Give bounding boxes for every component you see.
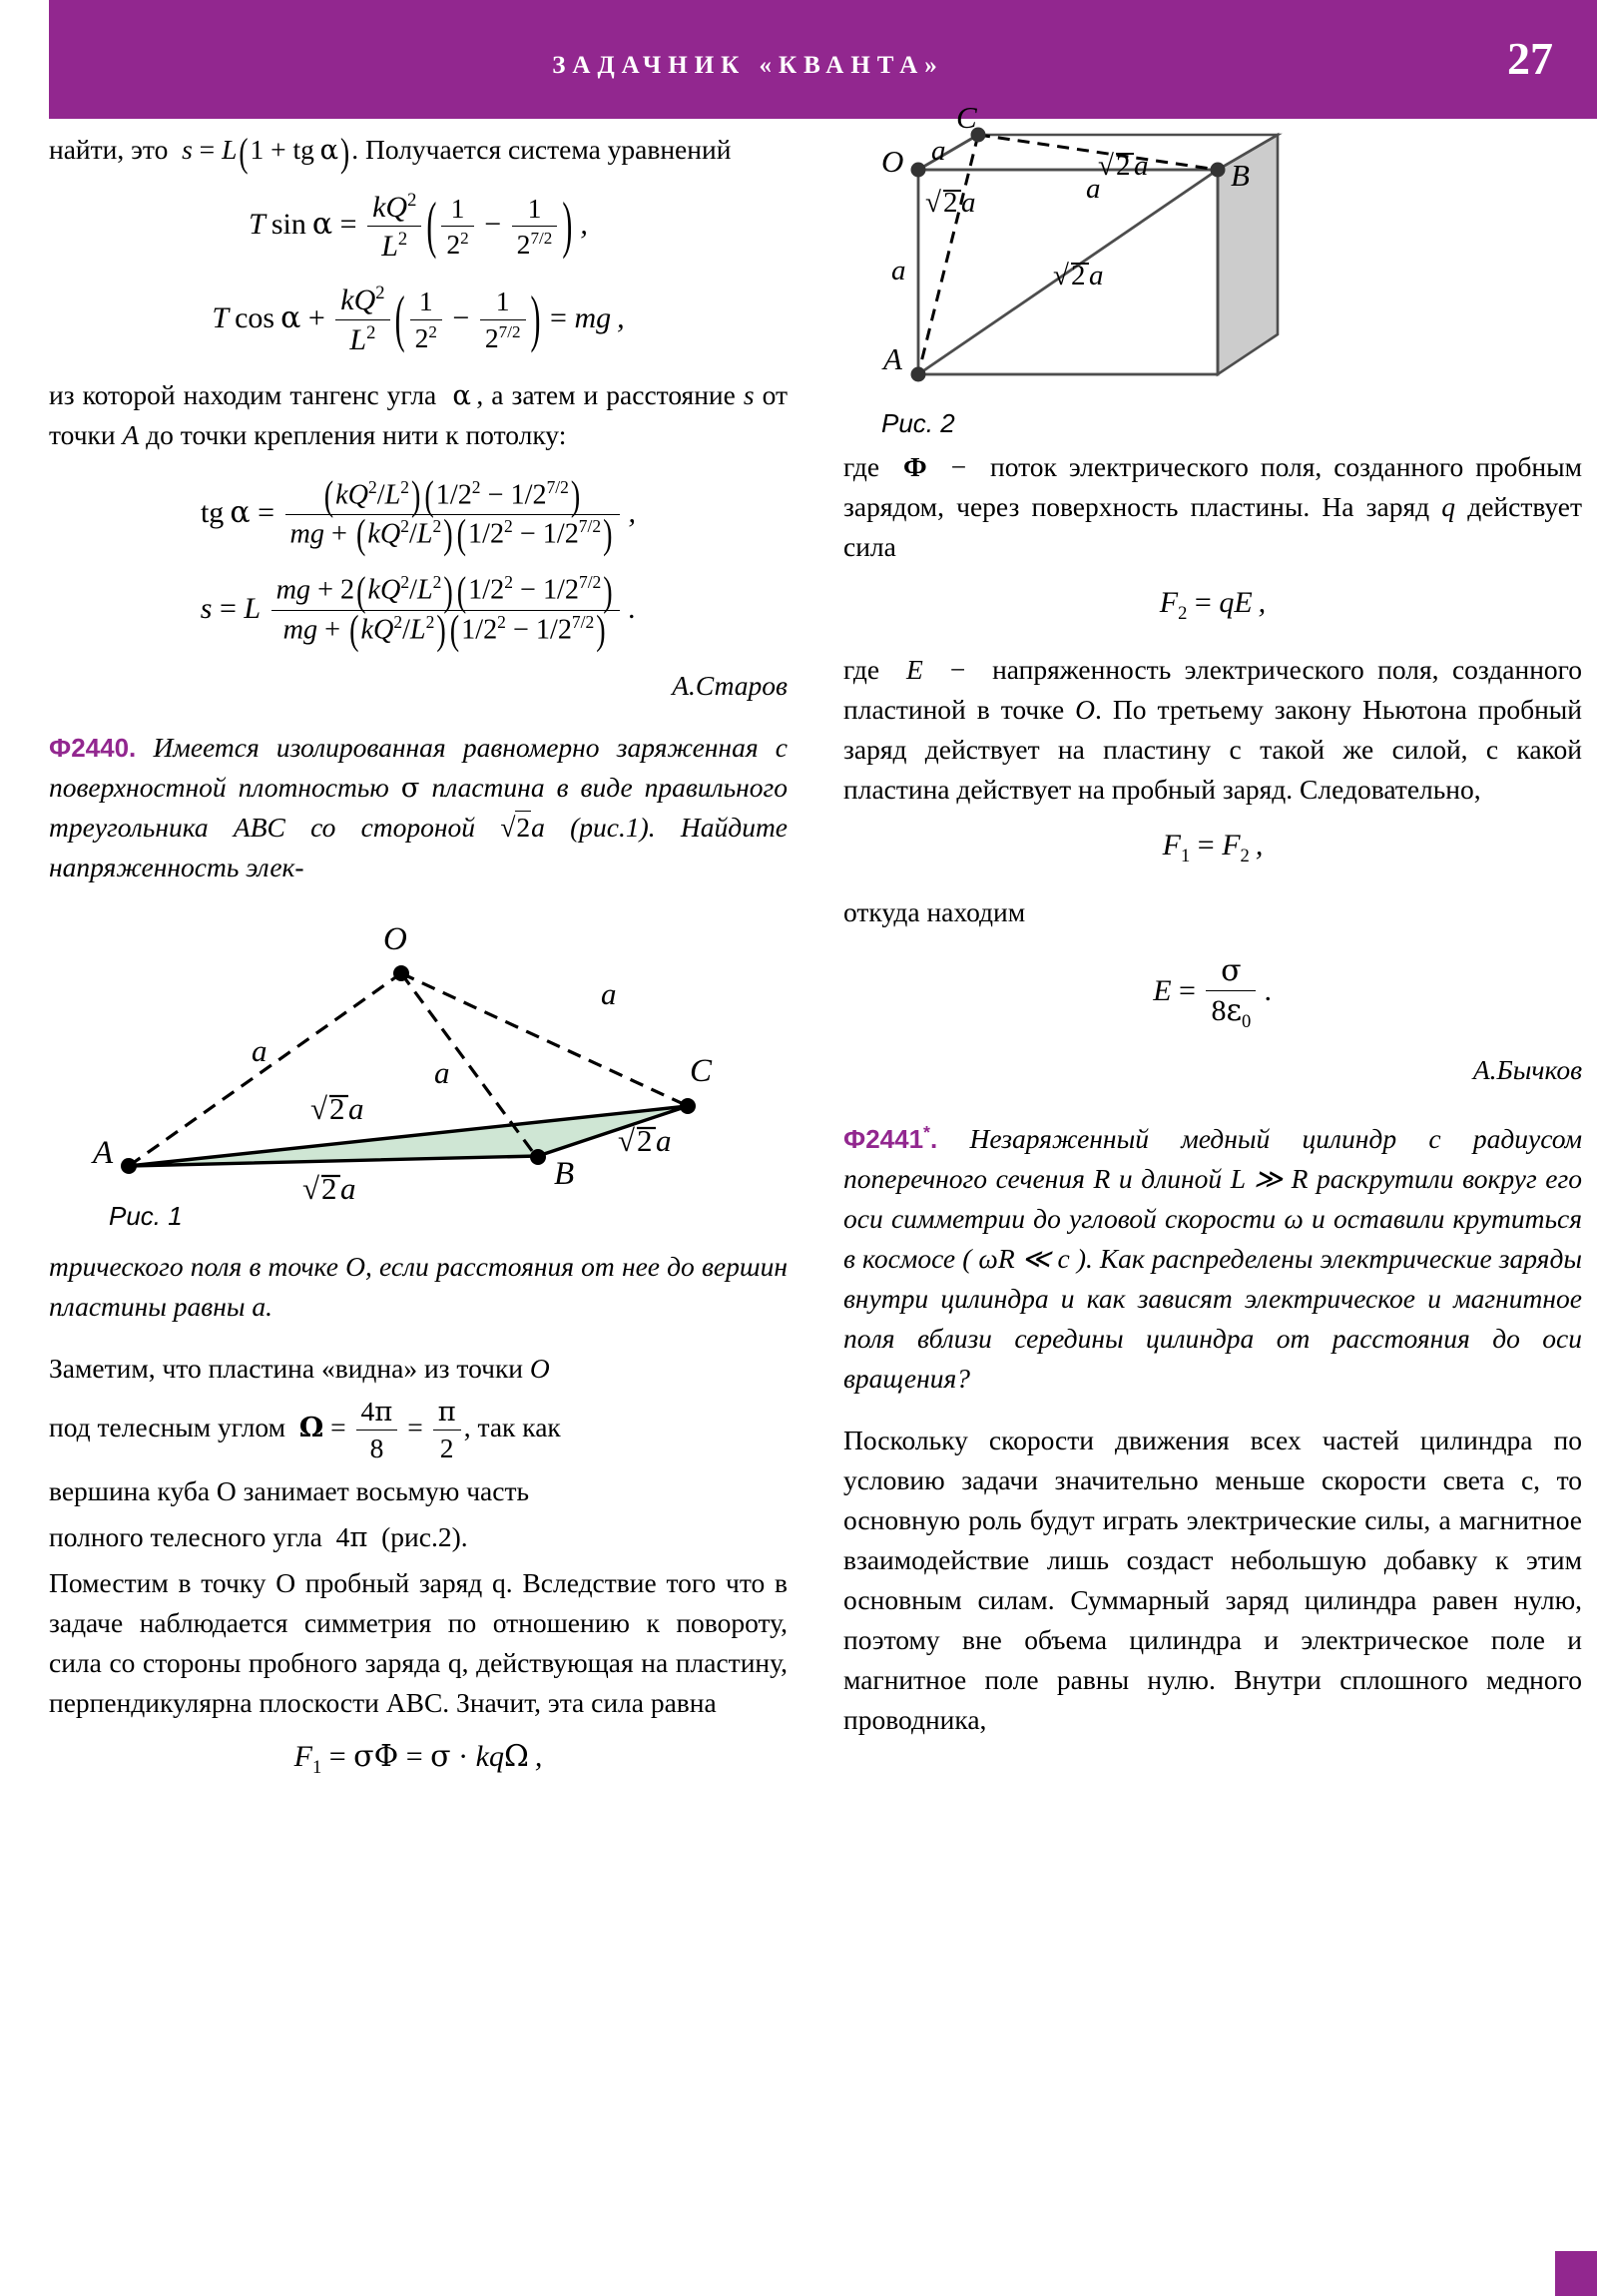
paragraph-solid-angle-line4: полного телесного угла 4π (рис.2). xyxy=(49,1521,468,1554)
left-column xyxy=(49,130,788,1804)
equation-distance-s: s = L $\frac{mg + 2(kQ^2/L^2) (1/2^2 - 1/2^{7/2})}{mg + (kQ^2/L^2) (1/2^2 - 1/2^{7/2})}$ . xyxy=(200,569,637,654)
paragraph-solution-2441: Поскольку скорости движения всех частей цилиндра по условию задачи значительно меньше скорости света c, то основную роль будут играть электрические силы, а магнитное взаимодействие лишь создаст небольшую добавку к этим основным силам. Суммарный заряд цилиндра равен нулю, поэтому вне объема цилиндра и электрическое поле и магнитное поле равны нулю. Внутри сплошного медного проводника, xyxy=(843,1424,1582,1735)
figure-1-label-a-right: a xyxy=(601,976,617,1012)
paragraph-solid-angle-line2: под телесным углом Ω = $\frac{4\pi}{8}$ = $\frac{\pi}{2}$ , так как xyxy=(49,1396,561,1463)
svg-text:√: √ xyxy=(1053,260,1069,291)
problem-2440-sigma: σ xyxy=(400,772,420,805)
equation-tangent-alpha: tg α = $\frac{(kQ^2/L^2) (1/2^2 - 1/2^{7/2})}{mg + (kQ^2/L^2) (1/2^2 - 1/2^{7/2})}$ , xyxy=(200,473,637,558)
svg-text:√: √ xyxy=(302,1171,320,1207)
dashed-OA xyxy=(129,973,401,1166)
equation-system-first: T sin α = $\frac{kQ^2}{L^2}$ ( $\frac{1}{2^2}$ − $\frac{1}{2^{7/2}}$ ) , xyxy=(249,189,588,264)
figure-2-label-sqrt2a-left xyxy=(925,187,976,219)
problem-2441-text: Незаряженный медный цилиндр с радиусом поперечного сечения R и длиной L ≫ R раскрутили вокруг его оси симметрии до угловой скорости ω и оставили крутиться в космосе ( ωR ≪ c ). Как распределены электрические заряды внутри цилиндра и как зависят электрическое и магнитное поля вблизи середины цилиндра от расстояния до оси вращения? xyxy=(843,1122,1582,1394)
figure-2-label-sqrt2a-diag xyxy=(1053,260,1104,291)
equation-F1-equals-F2: $F_1 = F_2$ , xyxy=(1162,829,1264,866)
figure-1-label-B: B xyxy=(554,1156,575,1193)
paragraph-newton-third-law: где E − напряженность электрического поля, созданного пластиной в точке O. По третьему закону Ньютона пробный заряд действует на пластину с такой же силой, с какой пластина действует на пробный заряд. Следовательно, xyxy=(843,654,1582,805)
problem-2440-text-c: (рис.1). Найдите напряженность элек- xyxy=(49,812,789,883)
author-attribution-bychkov: А.Бычков xyxy=(1472,1053,1582,1085)
problem-2440-side-sqrt: √2a xyxy=(500,812,545,844)
equation-E-result: E = $\frac{\sigma}{8\varepsilon_0}$ . xyxy=(1153,953,1273,1032)
vertex-C xyxy=(680,1098,696,1114)
problem-2440 xyxy=(49,728,788,887)
svg-text:√: √ xyxy=(1098,150,1114,182)
paragraph-tangent: из которой находим тангенс угла α , а затем и расстояние s от точки A до точки крепления нити к потолку: xyxy=(49,378,788,450)
svg-text:a: a xyxy=(656,1123,672,1159)
svg-text:√: √ xyxy=(618,1123,636,1159)
figure-2-label-a-mid: a xyxy=(1086,173,1101,205)
figure-2-caption: Рис. 2 xyxy=(881,408,955,438)
svg-text:a: a xyxy=(961,187,976,219)
svg-text:2: 2 xyxy=(1116,150,1131,182)
svg-text:2: 2 xyxy=(637,1123,653,1159)
svg-text:a: a xyxy=(348,1091,364,1127)
page-title: ЗАДАЧНИК «КВАНТА» xyxy=(552,52,944,79)
problem-2441 xyxy=(843,1112,1582,1399)
cube-vertex-B xyxy=(1211,163,1226,178)
problem-2440-number: Ф2440. xyxy=(49,733,137,764)
equation-F1: $F_1 = \sigma\Phi = \sigma \cdot kq\Omega$ , xyxy=(293,1739,543,1779)
figure-2-label-B: B xyxy=(1231,158,1250,193)
svg-text:a: a xyxy=(340,1171,356,1207)
paragraph-solid-angle-line3: вершина куба O занимает восьмую часть xyxy=(49,1475,530,1507)
figure-1-label-O: O xyxy=(383,921,407,958)
paragraph-whence: откуда находим xyxy=(843,896,1026,927)
cube-edge-OC xyxy=(918,135,978,170)
problem-2441-number: Ф2441 xyxy=(843,1123,924,1154)
equation-F2: $F_2$ = qE , xyxy=(1159,586,1267,624)
cube-vertex-O xyxy=(911,163,926,178)
problem-2441-star: * xyxy=(923,1121,930,1142)
figure-1-svg xyxy=(49,901,788,1207)
paragraph-intro: найти, это s = L(1 + tg α). Получается система уравнений xyxy=(49,129,732,175)
figure-2-label-A: A xyxy=(883,341,902,376)
figure-1-label-a-left: a xyxy=(252,1033,267,1069)
vertex-B xyxy=(530,1149,546,1165)
cube-vertex-A xyxy=(911,367,926,382)
paragraph-test-charge: Поместим в точку O пробный заряд q. Вследствие того что в задаче наблюдается симметрия по отношению к повороту, сила со стороны пробного заряда q, действующая на пластину, перпендикулярна плоскости ABC. Значит, эта сила равна xyxy=(49,1567,788,1719)
svg-text:√: √ xyxy=(925,187,941,219)
svg-text:a: a xyxy=(1134,150,1149,182)
svg-text:a: a xyxy=(1089,260,1104,291)
author-attribution-starov: А.Старов xyxy=(672,670,788,702)
figure-1-label-sqrt2a-right xyxy=(618,1123,672,1158)
figure-2-label-a-left: a xyxy=(891,255,906,287)
figure-2 xyxy=(843,100,1582,438)
figure-1-label-a-mid: a xyxy=(434,1055,450,1091)
svg-text:2: 2 xyxy=(321,1171,337,1207)
right-column xyxy=(843,100,1583,1746)
figure-1-label-C: C xyxy=(690,1053,713,1090)
figure-1-label-A: A xyxy=(93,1135,114,1172)
problem-2440-text-a: Имеется изолированная равномерно заряженная с поверхностной плотностью xyxy=(49,732,788,804)
figure-2-label-C: C xyxy=(956,100,977,135)
figure-1-label-sqrt2a-top xyxy=(310,1091,364,1126)
vertex-O xyxy=(393,965,409,981)
triangle-abc xyxy=(129,1106,688,1166)
svg-text:2: 2 xyxy=(329,1091,345,1127)
svg-text:2: 2 xyxy=(1071,260,1086,291)
page-corner-mark xyxy=(1555,2251,1597,2296)
figure-2-label-a-top: a xyxy=(931,135,946,167)
figure-1 xyxy=(49,901,788,1231)
paragraph-flux: где Ф − поток электрического поля, созданного пробным зарядом, через поверхность пластины. На заряд q действует сила xyxy=(843,451,1583,562)
page-header-bar xyxy=(49,0,1597,119)
vertex-A xyxy=(121,1158,137,1174)
equation-system-second: T cos α + $\frac{kQ^2}{L^2}$ ( $\frac{1}{2^2}$ − $\frac{1}{2^{7/2}}$ ) = mg , xyxy=(212,283,625,356)
svg-text:√: √ xyxy=(310,1091,328,1127)
page-number: 27 xyxy=(1507,33,1553,84)
paragraph-solid-angle-line1: Заметим, что пластина «видна» из точки O xyxy=(49,1353,550,1385)
figure-2-label-O: O xyxy=(881,144,904,179)
problem-2440-continuation: трического поля в точке O, если расстояния от нее до вершин пластины равны a. xyxy=(49,1251,788,1323)
svg-text:2: 2 xyxy=(943,187,958,219)
figure-2-label-sqrt2a-topright xyxy=(1098,150,1149,182)
problem-2440-text-b: пластина в виде правильного треугольника ABC со стороной xyxy=(49,772,788,844)
figure-1-label-sqrt2a-bottom xyxy=(302,1171,356,1206)
figure-2-svg xyxy=(843,100,1582,404)
problem-2441-dot: . xyxy=(929,1123,938,1154)
figure-1-caption: Рис. 1 xyxy=(109,1201,183,1232)
